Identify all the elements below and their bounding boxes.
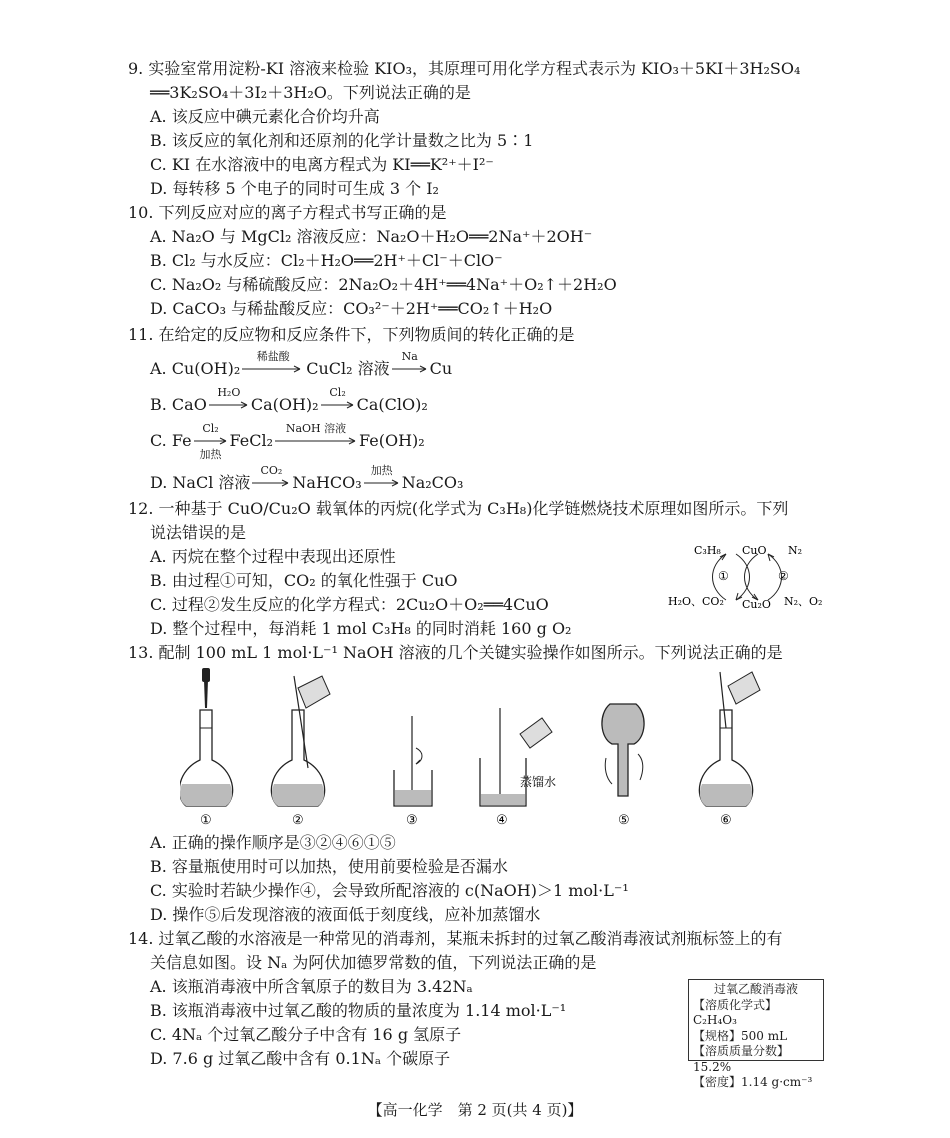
q11-c-product: Fe(OH)₂ — [359, 431, 425, 450]
inverted-flask-icon — [602, 704, 644, 796]
diagram-h2o-co2: H₂O、CO₂ — [668, 595, 724, 608]
op-num-4: ④ — [496, 813, 508, 828]
q11-c-cond1: Cl₂ — [202, 422, 219, 435]
q12-stem-line2: 说法错误的是 — [150, 523, 247, 542]
q9-option-c: C. KI 在水溶液中的电离方程式为 KI══K²⁺＋I²⁻ — [150, 155, 494, 174]
q14-stem-line1: 14. 过氧乙酸的水溶液是一种常见的消毒剂，某瓶未拆封的过氧乙酸消毒液试剂瓶标签上的有 — [128, 929, 783, 948]
lab-operations-figure — [180, 668, 780, 828]
q9-stem-line1: 9. 实验室常用淀粉-KI 溶液来检验 KIO₃，其原理可用化学方程式表示为 KIO₃＋5KI＋3H₂SO₄ — [128, 59, 801, 78]
q11-b-cond1: H₂O — [217, 386, 241, 399]
q13-stem: 13. 配制 100 mL 1 mol·L⁻¹ NaOH 溶液的几个关键实验操作如图所示。下列说法正确的是 — [128, 643, 783, 662]
q11-stem: 11. 在给定的反应物和反应条件下，下列物质间的转化正确的是 — [128, 325, 575, 344]
q11-b-reactant: B. CaO — [150, 395, 207, 414]
q11-option-d — [150, 464, 464, 500]
q13-option-b: B. 容量瓶使用时可以加热，使用前要检验是否漏水 — [150, 857, 508, 876]
diagram-process-1: ① — [718, 569, 729, 583]
beaker-stir-icon — [394, 716, 432, 806]
q14-stem-line2: 关信息如图。设 Nₐ 为阿伏加德罗常数的值，下列说法正确的是 — [150, 953, 597, 972]
q11-b-cond2: Cl₂ — [329, 386, 346, 399]
q13-option-c: C. 实验时若缺少操作④，会导致所配溶液的 c(NaOH)＞1 mol·L⁻¹ — [150, 881, 629, 900]
q12-option-b: B. 由过程①可知，CO₂ 的氧化性强于 CuO — [150, 571, 458, 590]
reagent-label-mass-fraction: 【溶质质量分数】15.2% — [693, 1044, 790, 1074]
q11-c-mid: FeCl₂ — [229, 431, 274, 450]
chemical-looping-diagram — [664, 540, 834, 612]
q11-option-a — [150, 350, 453, 386]
q10-option-d: D. CaCO₃ 与稀盐酸反应：CO₃²⁻＋2H⁺══CO₂↑＋H₂O — [150, 299, 553, 318]
reagent-label-density: 【密度】1.14 g·cm⁻³ — [693, 1075, 813, 1089]
distilled-water-label: 蒸馏水 — [520, 775, 557, 789]
q12-option-a: A. 丙烷在整个过程中表现出还原性 — [150, 547, 396, 566]
q11-c-reactant: C. Fe — [150, 431, 192, 450]
diagram-cuo: CuO — [742, 544, 767, 557]
reagent-label — [688, 979, 824, 1089]
flask-dropper-icon — [180, 668, 233, 806]
flask-pouring-icon — [271, 676, 330, 806]
q14-option-b: B. 该瓶消毒液中过氧乙酸的物质的量浓度为 1.14 mol·L⁻¹ — [150, 1001, 567, 1020]
q13-option-d: D. 操作⑤后发现溶液的液面低于刻度线，应补加蒸馏水 — [150, 905, 541, 924]
op-num-6: ⑥ — [720, 813, 732, 828]
reagent-label-volume: 【规格】500 mL — [693, 1028, 788, 1043]
op-num-3: ③ — [406, 813, 418, 828]
q11-a-mid: CuCl₂ 溶液 — [306, 359, 390, 378]
q11-b-mid: Ca(OH)₂ — [250, 395, 319, 414]
diagram-cu2o: Cu₂O — [742, 598, 771, 611]
q12-option-c: C. 过程②发生反应的化学方程式：2Cu₂O＋O₂══4CuO — [150, 595, 549, 614]
q12-stem-line1: 12. 一种基于 CuO/Cu₂O 载氧体的丙烷(化学式为 C₃H₈)化学链燃烧技术原理如图所示。下列 — [128, 499, 789, 518]
q11-d-product: Na₂CO₃ — [401, 473, 464, 492]
q9-option-a: A. 该反应中碘元素化合价均升高 — [150, 107, 380, 126]
q10-option-b: B. Cl₂ 与水反应：Cl₂＋H₂O══2H⁺＋Cl⁻＋ClO⁻ — [150, 251, 503, 270]
diagram-n2: N₂ — [788, 544, 803, 557]
q9-stem-line2: ══3K₂SO₄＋3I₂＋3H₂O。下列说法正确的是 — [150, 83, 471, 102]
op-num-1: ① — [200, 813, 212, 828]
q11-c-cond2: NaOH 溶液 — [285, 422, 347, 435]
q11-a-cond1: 稀盐酸 — [256, 350, 290, 363]
op-num-5: ⑤ — [618, 813, 630, 828]
q11-d-cond1: CO₂ — [260, 464, 283, 477]
q11-b-product: Ca(ClO)₂ — [356, 395, 428, 414]
q11-a-reactant: A. Cu(OH)₂ — [150, 359, 241, 378]
q9-option-b: B. 该反应的氧化剂和还原剂的化学计量数之比为 5∶1 — [150, 131, 534, 150]
page-footer: 【高一化学 第 2 页(共 4 页)】 — [367, 1101, 583, 1119]
q11-option-c — [150, 422, 425, 461]
q10-option-c: C. Na₂O₂ 与稀硫酸反应：2Na₂O₂＋4H⁺══4Na⁺＋O₂↑＋2H₂O — [150, 275, 617, 294]
q11-a-cond2: Na — [401, 350, 418, 363]
q14-option-c: C. 4Nₐ 个过氧乙酸分子中含有 16 g 氢原子 — [150, 1025, 462, 1044]
q11-d-cond2: 加热 — [370, 464, 393, 477]
q13-option-a: A. 正确的操作顺序是③②④⑥①⑤ — [150, 833, 396, 852]
q10-stem: 10. 下列反应对应的离子方程式书写正确的是 — [128, 203, 447, 222]
q11-a-product: Cu — [429, 359, 453, 378]
beaker-wash-icon — [480, 708, 556, 806]
reagent-label-title: 过氧乙酸消毒液 — [713, 982, 798, 996]
q14-option-a: A. 该瓶消毒液中所含氧原子的数目为 3.42Nₐ — [150, 977, 473, 996]
q11-c-cond1b: 加热 — [199, 448, 222, 461]
diagram-n2-o2: N₂、O₂ — [784, 595, 823, 608]
op-num-2: ② — [292, 813, 304, 828]
reagent-label-formula: 【溶质化学式】C₂H₄O₃ — [693, 997, 778, 1027]
q10-option-a: A. Na₂O 与 MgCl₂ 溶液反应：Na₂O＋H₂O══2Na⁺＋2OH⁻ — [150, 227, 593, 246]
q14-option-d: D. 7.6 g 过氧乙酸中含有 0.1Nₐ 个碳原子 — [150, 1049, 451, 1068]
q11-d-reactant: D. NaCl 溶液 — [150, 473, 251, 492]
flask-funnel-icon — [699, 672, 760, 806]
diagram-propane: C₃H₈ — [694, 544, 721, 557]
diagram-process-2: ② — [778, 569, 789, 583]
q12-option-d: D. 整个过程中，每消耗 1 mol C₃H₈ 的同时消耗 160 g O₂ — [150, 619, 572, 638]
q9-option-d: D. 每转移 5 个电子的同时可生成 3 个 I₂ — [150, 179, 439, 198]
q11-d-mid: NaHCO₃ — [292, 473, 362, 492]
